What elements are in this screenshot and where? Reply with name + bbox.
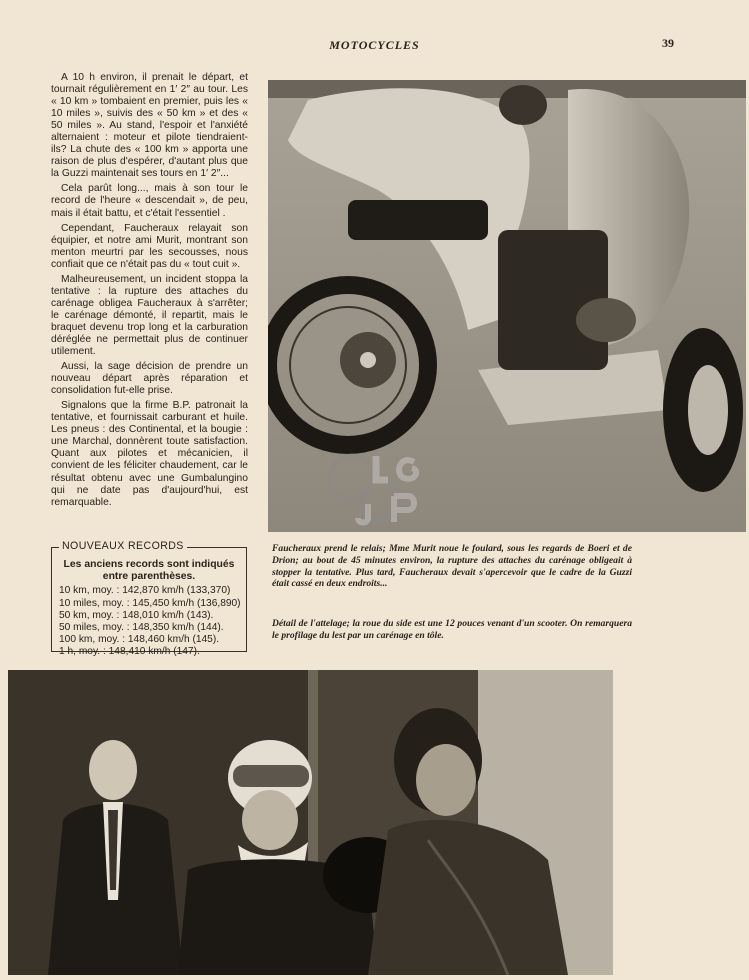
article-body bbox=[51, 72, 248, 512]
watermark-logo bbox=[324, 448, 434, 533]
running-head: MOTOCYCLES bbox=[329, 38, 420, 52]
article-paragraph: Aussi, la sage décision de prendre un nouveau départ après réparation et consolidation fut-elle prise. bbox=[51, 361, 248, 397]
record-item: 10 miles, moy. : 145,450 km/h (136,890) bbox=[59, 597, 241, 609]
record-item: 50 miles, moy. : 148,350 km/h (144). bbox=[59, 622, 224, 634]
watermark-logo-graphic bbox=[324, 448, 434, 528]
photo-team bbox=[8, 670, 613, 975]
records-box bbox=[51, 540, 247, 658]
article-paragraph: A 10 h environ, il prenait le départ, et tournait régulièrement en 1′ 2″ au tour. Les « 10 km » tombaient en premier, puis les « 10 miles », suivis des « 50 km » et des « 50 miles ». Au stand, l'espoir et l'anxiété alternaient : moteur et pilote tiendraient-ils? La chute des « 100 km » apporta une raison de plus d'espérer, d'autant plus que la Guzzi maintenait ses tours en 1′ 2″... bbox=[51, 72, 248, 180]
records-title: NOUVEAUX RECORDS bbox=[59, 540, 187, 552]
records-list bbox=[52, 585, 246, 658]
photo-caption-top: Faucheraux prend le relais; Mme Murit noue le foulard, sous les regards de Boeri et de Drion; au bout de 45 minutes environ, la rupture des attaches du carénage obligeait à stopper la tentative. Plus tard, Faucheraux devait s'apercevoir que le cadre de la Guzzi était cassé en deux endroits... bbox=[272, 543, 632, 590]
page-number: 39 bbox=[662, 36, 674, 50]
photo-caption-bottom: Détail de l'attelage; la roue du side est une 12 pouces venant d'un scooter. On remarquera le profilage du lest par un carénage en tôle. bbox=[272, 618, 632, 641]
article-paragraph: Malheureusement, un incident stoppa la tentative : la rupture des attaches du carénage obligea Faucheraux à s'arrêter; le carénage démonté, il repartit, mais le braquet devenu trop long et la carburation déréglée ne permettait plus de continuer utilement. bbox=[51, 273, 248, 358]
team-image bbox=[8, 670, 613, 975]
article-paragraph: Cependant, Faucheraux relayait son équipier, et notre ami Murit, montrant son menton meurtri par les secousses, nous confiait que ce n'était pas du « tout cuit ». bbox=[51, 222, 248, 270]
record-item: 10 km, moy. : 142,870 km/h (133,370) bbox=[59, 585, 231, 597]
record-item: 50 km, moy. : 148,010 km/h (143). bbox=[59, 609, 214, 621]
article-paragraph: Cela parût long..., mais à son tour le record de l'heure « descendait », de peu, mais il était battu, et c'était l'essentiel . bbox=[51, 183, 248, 219]
record-item: 1 h, moy. : 148,410 km/h (147). bbox=[59, 646, 200, 658]
article-paragraph: Signalons que la firme B.P. patronait la tentative, et fournissait carburant et huile. Les pneus : des Continental, et la bougie : une Marchal, donnèrent toute satisfaction. Quant aux pilotes et mécanicien, il convient de les féliciter chaudement, car le résultat obtenu avec une Gumbalungino qui ne date pas d'aujourd'hui, est remarquable. bbox=[51, 400, 248, 508]
records-note: Les anciens records sont indiqués entre parenthèses. bbox=[63, 559, 235, 583]
record-item: 100 km, moy. : 148,460 km/h (145). bbox=[59, 634, 220, 646]
